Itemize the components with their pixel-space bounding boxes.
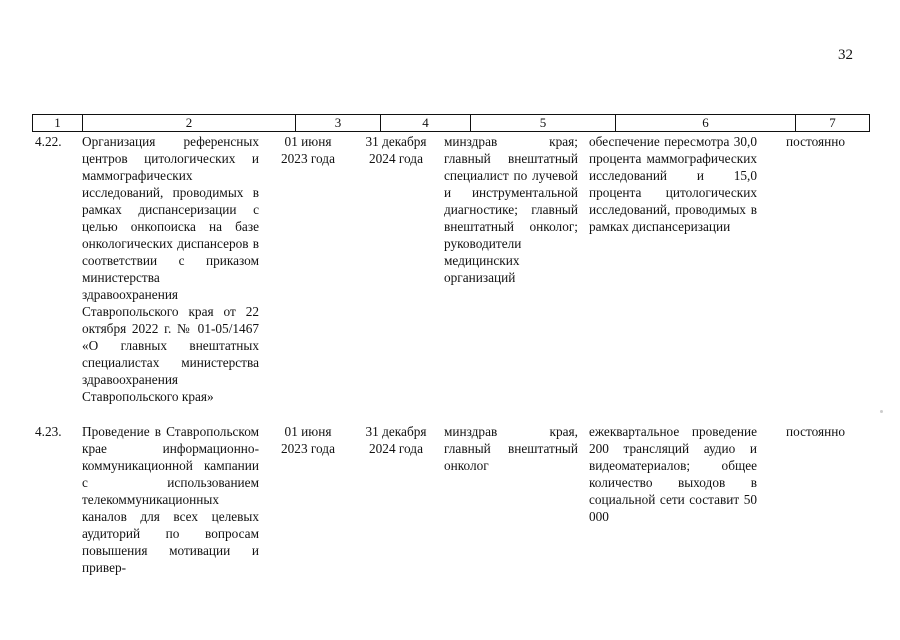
row-number: 4.23.: [35, 424, 62, 439]
column-header-2: 2: [83, 115, 296, 131]
responsible-executors: минздрав края, главный внештатный онколог: [444, 424, 578, 473]
column-header-3: 3: [296, 115, 381, 131]
column-header-5: 5: [471, 115, 616, 131]
expected-result: ежеквартальное проведение 200 трансляций аудио и видеоматериалов; общее количество выходов в социальной сети составит 50 000: [589, 424, 757, 524]
action-description: Организация референсных центров цитологических и маммографических исследований, проводимых в рамках диспансеризации с целью онкопоиска на базе онкологических диспансеров в соответствии с приказом министерства здравоохранения Ставропольского края от 22 октября 2022 г. № 01-05/1467 «О главных внештатных специалистах министерства здравоохранения Ставропольского края»: [82, 134, 259, 404]
row-number: 4.22.: [35, 134, 62, 149]
page-number: 32: [838, 47, 853, 63]
periodicity: постоянно: [786, 424, 846, 439]
column-header-7: 7: [829, 115, 836, 130]
periodicity: постоянно: [786, 134, 846, 149]
column-header-4: 4: [381, 115, 471, 131]
start-date: 01 июня 2023 года: [281, 424, 335, 456]
responsible-executors: минздрав края; главный внештатный специалист по лучевой и инструментальной диагностике; главный внештатный онколог; руководители медицинских организаций: [444, 134, 578, 285]
end-date: 31 декабря 2024 года: [365, 424, 427, 456]
start-date: 01 июня 2023 года: [281, 134, 335, 166]
end-date: 31 декабря 2024 года: [365, 134, 427, 166]
expected-result: обеспечение пересмотра 30,0 процента маммографических исследований и 15,0 процента цитологических исследований, проводимых в рамках диспансеризации: [589, 134, 757, 234]
column-header-6: 6: [616, 115, 796, 131]
column-header-1: 1: [33, 115, 83, 131]
scan-speck: [880, 410, 883, 413]
action-description: Проведение в Ставропольском крае информационно-коммуникационной кампании с использованием телекоммуникационных каналов для всех целевых аудиторий по вопросам повышения мотивации и привер-: [82, 424, 259, 575]
